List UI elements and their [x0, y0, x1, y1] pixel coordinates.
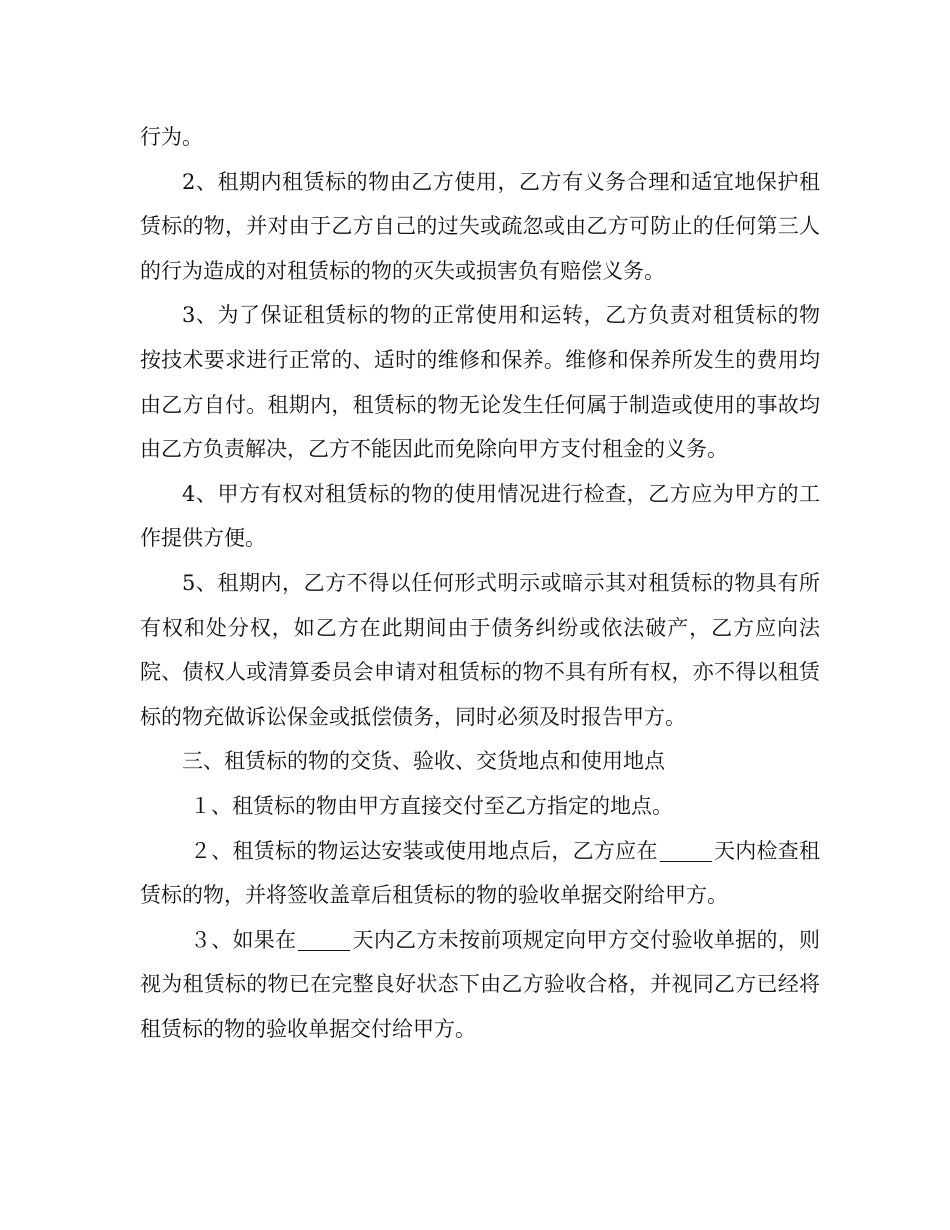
section-heading-delivery: 三、租赁标的物的交货、验收、交货地点和使用地点	[182, 749, 665, 774]
days-blank-field	[298, 928, 350, 951]
paragraph-delivery-1: １、租赁标的物由甲方直接交付至乙方指定的地点。	[190, 793, 673, 818]
paragraph-delivery-2	[140, 829, 820, 918]
delivery-3-text-before: ３、如果在	[190, 927, 297, 952]
delivery-2-text-after: 天内检查租赁标的物，并将签收盖章后租赁标的物的验收单据交附给甲方。	[140, 838, 820, 908]
paragraph-clause-4: 4、甲方有权对租赁标的物的使用情况进行检查，乙方应为甲方的工作提供方便。	[140, 481, 820, 551]
days-blank-field	[660, 839, 712, 862]
paragraph-clause-2: 2、租期内租赁标的物由乙方使用，乙方有义务合理和适宜地保护租赁标的物，并对由于乙方自己的过失或疏忽或由乙方可防止的任何第三人的行为造成的对租赁标的物的灭失或损害负有赔偿义务。	[140, 169, 820, 283]
paragraph-clause-5: 5、租期内，乙方不得以任何形式明示或暗示其对租赁标的物具有所有权和处分权，如乙方在此期间由于债务纠纷或依法破产，乙方应向法院、债权人或清算委员会申请对租赁标的物不具有所有权，亦不得以租赁标的物充做诉讼保金或抵偿债务，同时必须及时报告甲方。	[140, 570, 820, 729]
document-body	[140, 115, 820, 1051]
paragraph-delivery-3	[140, 918, 820, 1052]
delivery-3-text-after: 天内乙方未按前项规定向甲方交付验收单据的，则视为租赁标的物已在完整良好状态下由乙方验收合格，并视同乙方已经将租赁标的物的验收单据交付给甲方。	[140, 927, 820, 1041]
delivery-2-text-before: ２、租赁标的物运达安装或使用地点后，乙方应在	[190, 838, 658, 863]
paragraph-continuation: 行为。	[140, 125, 203, 149]
paragraph-clause-3: 3、为了保证租赁标的物的正常使用和运转，乙方负责对租赁标的物按技术要求进行正常的、适时的维修和保养。维修和保养所发生的费用均由乙方自付。租期内，租赁标的物无论发生任何属于制造或使用的事故均由乙方负责解决，乙方不能因此而免除向甲方支付租金的义务。	[140, 303, 820, 462]
